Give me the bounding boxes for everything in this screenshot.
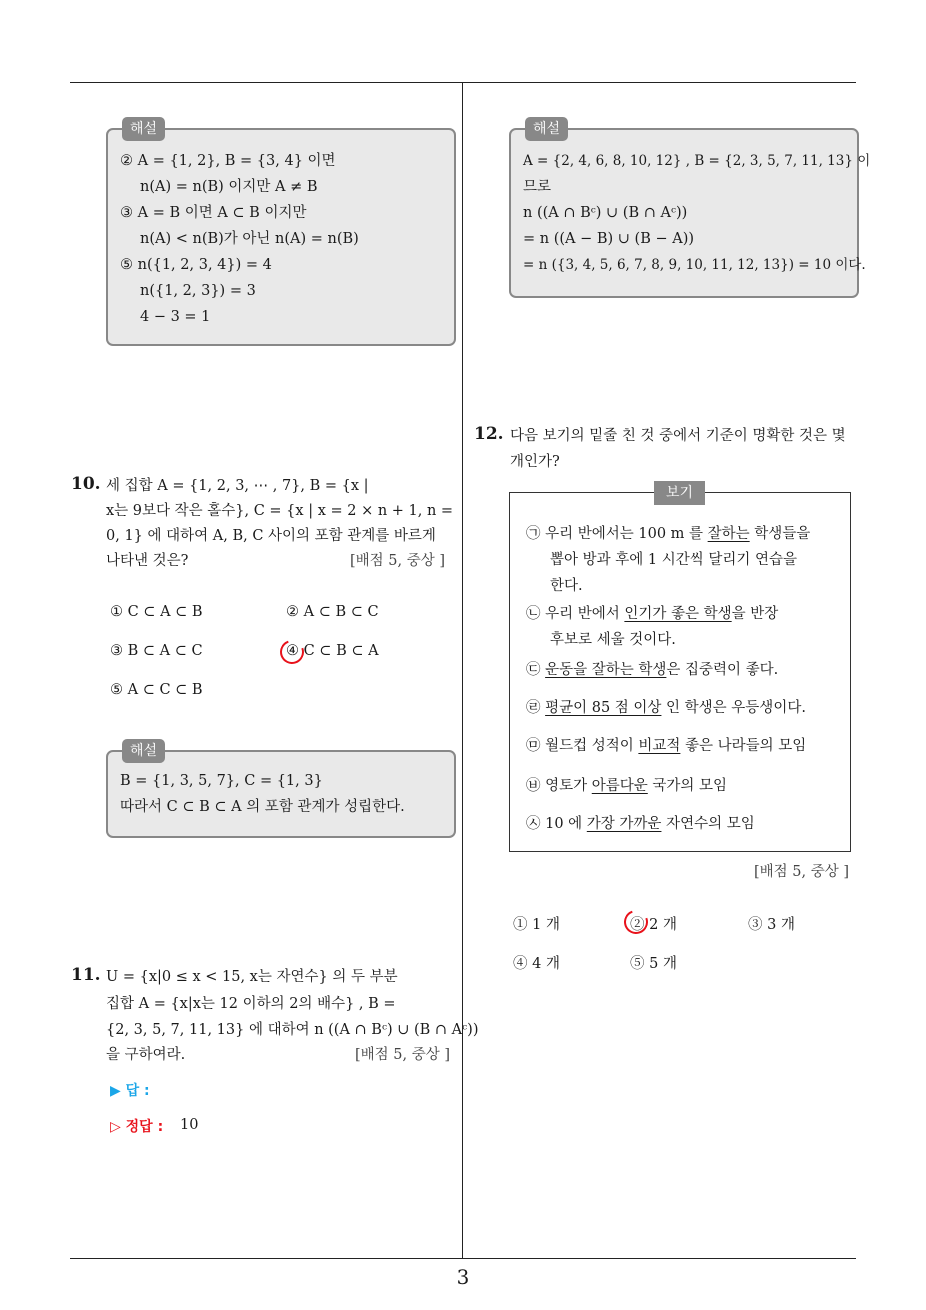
underlined-text: 가장 가까운 xyxy=(586,816,662,832)
bogi-item xyxy=(526,695,806,721)
solution-line: 므로 xyxy=(523,179,552,195)
q10-option-4[interactable]: ④ C ⊂ B ⊂ A xyxy=(286,643,379,659)
solution-line: = n ((A − B) ∪ (B − A)) xyxy=(523,231,695,247)
item-text-pre: 우리 반에서 xyxy=(545,606,625,622)
bogi-item xyxy=(526,601,778,627)
underlined-text: 인기가 좋은 학생 xyxy=(624,606,732,622)
item-text-post: 국가의 모임 xyxy=(647,778,728,794)
item-text-post: 자연수의 모임 xyxy=(661,816,755,832)
underlined-text: 평균이 85 점 이상 xyxy=(545,700,662,716)
column-divider xyxy=(462,83,463,1259)
bogi-item xyxy=(526,773,727,799)
q11-points: [배점 5, 중상 ] xyxy=(355,1047,451,1063)
solution-line: = n ({3, 4, 5, 6, 7, 8, 9, 10, 11, 12, 13}) = 10 이다. xyxy=(523,257,866,273)
item-text-pre: 뽑아 방과 후에 1 시간씩 달리기 연습을 xyxy=(550,552,797,568)
underlined-text: 잘하는 xyxy=(707,526,750,542)
item-text-pre: 한다. xyxy=(550,578,583,594)
bogi-item-continued xyxy=(550,627,676,653)
item-mark: ㉤ xyxy=(526,738,541,754)
q11-line: {2, 3, 5, 7, 11, 13} 에 대하여 n ((A ∩ Bᶜ) ∪ (B ∩ Aᶜ)) xyxy=(106,1022,479,1038)
bottom-rule xyxy=(70,1258,856,1259)
underlined-text: 운동을 잘하는 학생 xyxy=(545,662,667,678)
item-mark: ㉠ xyxy=(526,526,541,542)
bogi-tag: 보기 xyxy=(654,481,705,505)
correct-answer-value: 10 xyxy=(180,1117,199,1133)
q11-line: 집합 A = {x|x는 12 이하의 2의 배수} , B = xyxy=(106,996,396,1012)
q12-option-4[interactable]: ④ 4 개 xyxy=(513,956,560,972)
solution-line: A = {2, 4, 6, 8, 10, 12} , B = {2, 3, 5, 7, 11, 13} 이 xyxy=(523,153,871,169)
bogi-item xyxy=(526,811,755,837)
q12-option-5[interactable]: ⑤ 5 개 xyxy=(630,956,677,972)
q10-line: 나타낸 것은? xyxy=(106,553,189,569)
solution-tag: 해설 xyxy=(122,117,165,141)
solution-line: n({1, 2, 3}) = 3 xyxy=(140,283,256,299)
answer-field-label[interactable]: ▶ 답 : xyxy=(110,1083,150,1099)
solution-line: B = {1, 3, 5, 7}, C = {1, 3} xyxy=(120,773,323,789)
bogi-box xyxy=(509,485,851,852)
q10-points: [배점 5, 중상 ] xyxy=(350,553,446,569)
item-text-pre: 후보로 세울 것이다. xyxy=(550,632,676,648)
q12-points: [배점 5, 중상 ] xyxy=(754,864,850,880)
solution-line: ③ A = B 이면 A ⊂ B 이지만 xyxy=(120,205,307,221)
solution-line: n ((A ∩ Bᶜ) ∪ (B ∩ Aᶜ)) xyxy=(523,205,688,221)
q10-option-1[interactable]: ① C ⊂ A ⊂ B xyxy=(110,604,203,620)
item-text-pre: 월드컵 성적이 xyxy=(545,738,639,754)
q12-option-1[interactable]: ① 1 개 xyxy=(513,917,560,933)
q12-line: 개인가? xyxy=(510,454,560,470)
q10-line: 0, 1} 에 대하여 A, B, C 사이의 포함 관계를 바르게 xyxy=(106,528,436,544)
bogi-item xyxy=(526,733,806,759)
item-text-post: 을 반장 xyxy=(731,606,779,622)
top-rule xyxy=(70,82,856,83)
bogi-item xyxy=(526,521,810,547)
q10-line: x는 9보다 작은 홀수}, C = {x | x = 2 × n + 1, n = xyxy=(106,503,454,519)
item-mark: ㉢ xyxy=(526,662,541,678)
item-text-post: 좋은 나라들의 모임 xyxy=(680,738,807,754)
correct-answer-label: ▷ 정답 : xyxy=(110,1119,164,1135)
q12-line: 다음 보기의 밑줄 친 것 중에서 기준이 명확한 것은 몇 xyxy=(510,428,846,444)
q11-number: 11. xyxy=(71,965,101,985)
q12-number: 12. xyxy=(474,424,504,444)
item-text-pre: 10 에 xyxy=(545,816,587,832)
solution-line: n(A) < n(B)가 아닌 n(A) = n(B) xyxy=(140,231,359,247)
item-text-pre: 영토가 xyxy=(545,778,592,794)
q10-number: 10. xyxy=(71,474,101,494)
item-mark: ㉦ xyxy=(526,816,541,832)
item-mark: ㉡ xyxy=(526,606,541,622)
bogi-item-continued xyxy=(550,547,797,573)
bogi-item xyxy=(526,657,778,683)
solution-line: 따라서 C ⊂ B ⊂ A 의 포함 관계가 성립한다. xyxy=(120,799,405,815)
solution-line: ② A = {1, 2}, B = {3, 4} 이면 xyxy=(120,153,336,169)
q10-option-5[interactable]: ⑤ A ⊂ C ⊂ B xyxy=(110,682,203,698)
q11-line: U = {x|0 ≤ x < 15, x는 자연수} 의 두 부분 xyxy=(106,969,398,985)
solution-tag: 해설 xyxy=(122,739,165,763)
q10-option-3[interactable]: ③ B ⊂ A ⊂ C xyxy=(110,643,203,659)
item-text-post: 인 학생은 우등생이다. xyxy=(661,700,806,716)
solution-line: 4 − 3 = 1 xyxy=(140,309,211,325)
q10-line: 세 집합 A = {1, 2, 3, ⋯ , 7}, B = {x | xyxy=(106,478,369,494)
item-text-post: 은 집중력이 좋다. xyxy=(666,662,779,678)
item-mark: ㉣ xyxy=(526,700,541,716)
underlined-text: 아름다운 xyxy=(591,778,648,794)
q12-option-3[interactable]: ③ 3 개 xyxy=(748,917,795,933)
solution-line: ⑤ n({1, 2, 3, 4}) = 4 xyxy=(120,257,272,273)
item-text-post: 학생들을 xyxy=(749,526,811,542)
solution-line: n(A) = n(B) 이지만 A ≠ B xyxy=(140,179,318,195)
item-text-pre: 우리 반에서는 100 m 를 xyxy=(545,526,708,542)
page-number: 3 xyxy=(456,1265,470,1289)
answer-circle-mark xyxy=(276,636,308,668)
q9-solution-box xyxy=(106,121,456,346)
q11-solution-box xyxy=(509,121,871,298)
q12-option-2[interactable]: ② 2 개 xyxy=(630,917,677,933)
underlined-text: 비교적 xyxy=(638,738,681,754)
q10-option-2[interactable]: ② A ⊂ B ⊂ C xyxy=(286,604,379,620)
solution-tag: 해설 xyxy=(525,117,568,141)
item-mark: ㉥ xyxy=(526,778,541,794)
q10-solution-box xyxy=(106,743,456,838)
q11-line: 을 구하여라. xyxy=(106,1047,186,1063)
bogi-item-continued xyxy=(550,573,583,599)
